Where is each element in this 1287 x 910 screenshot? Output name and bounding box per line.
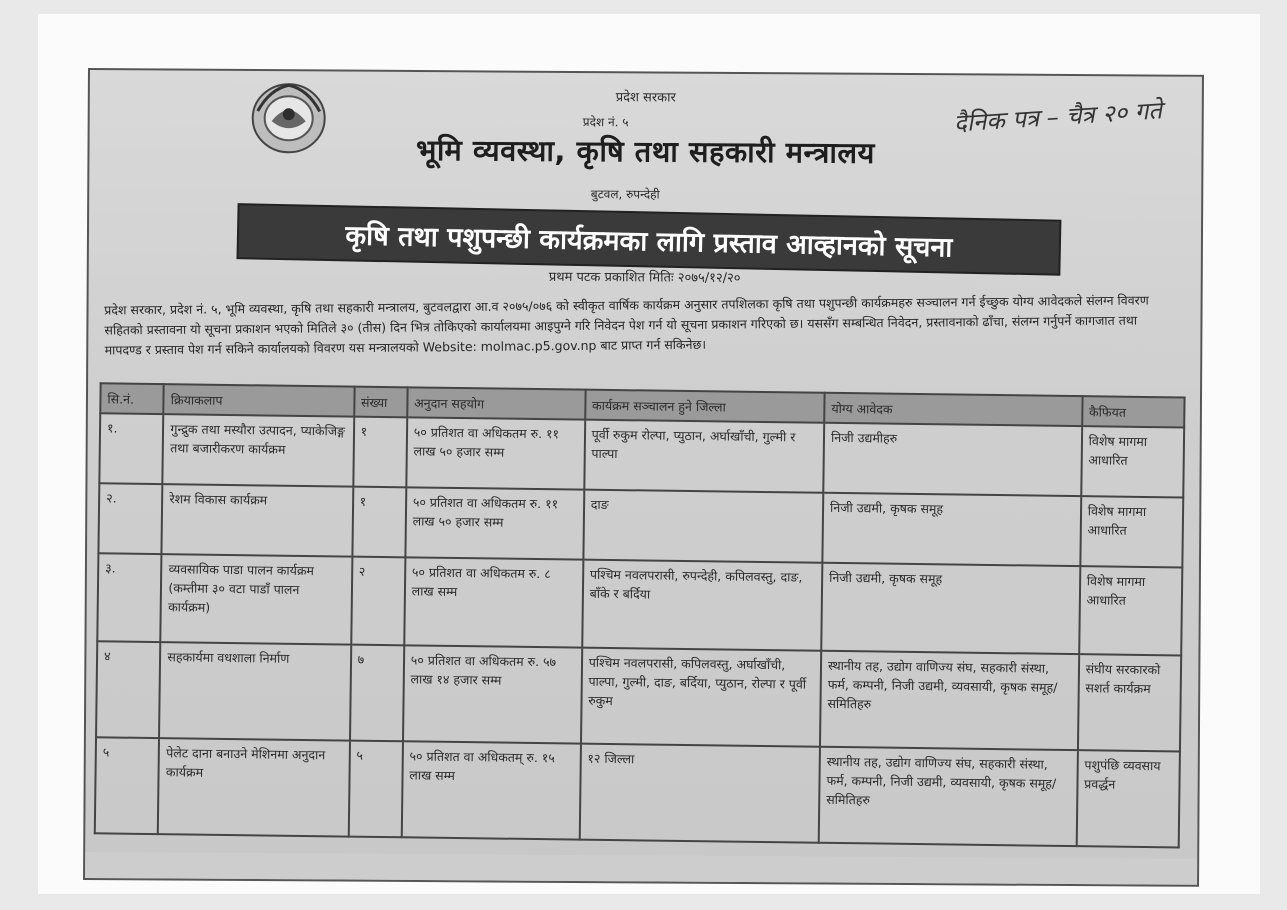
cell-grant: ५० प्रतिशत वा अधिकतम रु. ११ लाख ५० हजार सम्म	[405, 487, 584, 559]
cell-activity: गुन्द्रुक तथा मस्यौरा उत्पादन, प्याकेजिङ्ग तथा बजारीकरण कार्यक्रम	[163, 414, 354, 486]
publication-date: प्रथम पटक प्रकाशित मितिः २०७५/१२/२०	[548, 269, 741, 286]
cell-serial: ४	[96, 641, 161, 738]
table-row	[96, 641, 1181, 751]
cell-serial: १.	[99, 413, 163, 484]
cell-applicant: निजी उद्यमी, कृषक समूह	[821, 563, 1080, 654]
col-applicant: योग्य आवेदक	[824, 393, 1082, 426]
cell-remarks: विशेष मागमा आधारित	[1079, 566, 1182, 655]
cell-count: १	[352, 487, 406, 558]
cell-remarks: विशेष मागमा आधारित	[1081, 426, 1184, 497]
cell-grant: ५० प्रतिशत वा अधिकतम् रु. १५ लाख सम्म	[402, 741, 581, 839]
cell-grant: ५० प्रतिशत वा अधिकतम रु. ११ लाख ५० हजार सम्म	[406, 417, 585, 489]
cell-district: १२ जिल्ला	[579, 744, 820, 843]
ministry-title: भूमि व्यवस्था, कृषि तथा सहकारी मन्त्रालय	[415, 133, 876, 170]
cell-count: ५	[348, 741, 402, 838]
cell-remarks: विशेष मागमा आधारित	[1080, 496, 1183, 567]
table-row	[97, 553, 1182, 655]
cell-applicant: निजी उद्यमी, कृषक समूह	[822, 493, 1081, 566]
newspaper-clipping	[83, 68, 1204, 887]
cell-activity: व्यवसायिक पाडा पालन कार्यक्रम (कम्तीमा ३० वटा पाडाँ पालन कार्यक्रम)	[161, 554, 352, 644]
cell-serial: ३.	[97, 553, 162, 642]
col-grant: अनुदान सहयोग	[407, 387, 585, 419]
notice-banner: कृषि तथा पशुपन्छी कार्यक्रमका लागि प्रस्ताव आव्हानको सूचना	[239, 205, 1060, 273]
cell-remarks: संघीय सरकारको सशर्त कार्यक्रम	[1078, 654, 1182, 751]
province-line: प्रदेश नं. ५	[582, 115, 629, 130]
cell-activity: रेशम विकास कार्यक्रम	[162, 484, 353, 556]
col-remarks: कैफियत	[1082, 396, 1185, 427]
cell-district: पश्चिम नवलपरासी, रुपन्देही, कपिलवस्तु, दाङ, बाँके र बर्दिया	[582, 560, 822, 651]
cell-grant: ५० प्रतिशत वा अधिकतम रु. ८ लाख सम्म	[404, 557, 583, 647]
program-table	[94, 382, 1186, 848]
cell-grant: ५० प्रतिशत वा अधिकतम रु. ५७ लाख १४ हजार सम्म	[403, 645, 582, 743]
table-row	[95, 737, 1180, 847]
col-district: कार्यक्रम सञ्चालन हुने जिल्ला	[585, 390, 825, 423]
cell-district: पूर्वी रुकुम रोल्पा, प्युठान, अर्घाखाँची, गुल्मी र पाल्पा	[584, 420, 824, 493]
cell-district: पश्चिम नवलपरासी, कपिलवस्तु, अर्घाखाँची, पाल्पा, गुल्मी, दाङ, बर्दिया, प्युठान, रोल्पा र पूर्वी रुकुम	[581, 648, 822, 747]
col-serial: सि.नं.	[100, 383, 164, 414]
cell-serial: २.	[98, 483, 162, 554]
cell-count: २	[351, 557, 405, 646]
cell-count: ७	[350, 645, 404, 742]
cell-serial: ५	[95, 737, 160, 834]
cell-district: दाङ	[583, 490, 823, 563]
notice-paragraph: प्रदेश सरकार, प्रदेश नं. ५, भूमि व्यवस्था, कृषि तथा सहकारी मन्त्रालय, बुटवलद्वारा आ.व २०७५/०७६ को स्वीकृत वार्षिक कार्यक्रम अनुसार तपशिलका कृषि तथा पशुपन्छी कार्यक्रमहरु सञ्चालन गर्न ईच्छुक योग्य आवेदकले संलग्न विवरण सहितको प्रस्तावना यो सूचना प्रकाशन भएको मितिले ३० (तीस) दिन भित्र तोकिएको कार्यालयमा आइपुग्ने गरि निवेदन पेश गर्न यो सूचना प्रकाशन गरिएको छ। यससँग सम्बन्धित निवेदन, प्रस्तावनाको ढाँचा, संलग्न गर्नुपर्ने कागजात तथा मापदण्ड र प्रस्ताव पेश गर्न सकिने कार्यालयको विवरण यस मन्त्रालयको Website: molmac.p5.gov.np बाट प्राप्त गर्न सकिनेछ।	[104, 292, 1149, 358]
cell-count: १	[353, 417, 407, 488]
cell-remarks: पशुपंछि व्यवसाय प्रवर्द्धन	[1076, 750, 1180, 847]
cell-activity: सहकार्यमा वधशाला निर्माण	[159, 642, 350, 740]
city-line: बुटवल, रुपन्देही	[590, 187, 660, 202]
cell-applicant: स्थानीय तह, उद्योग वाणिज्य संघ, सहकारी संस्था, फर्म, कम्पनी, निजी उद्यमी, व्यवसायी, कृषक समूह/समितिहरु	[820, 651, 1079, 750]
handwritten-note: दैनिक पत्र – चैत्र २० गते	[952, 96, 1163, 138]
col-activity: क्रियाकलाप	[164, 384, 355, 416]
cell-activity: पेलेट दाना बनाउने मेशिनमा अनुदान कार्यक्रम	[158, 738, 349, 836]
clipping-bottom-edge	[85, 852, 1197, 885]
cell-applicant: निजी उद्यमीहरु	[823, 423, 1082, 496]
gov-line: प्रदेश सरकार	[615, 90, 676, 106]
cell-applicant: स्थानीय तह, उद्योग वाणिज्य संघ, सहकारी संस्था, फर्म, कम्पनी, निजी उद्यमी, व्यवसायी, कृषक समूह/समितिहरु	[819, 747, 1078, 846]
col-count: संख्या	[354, 387, 408, 418]
